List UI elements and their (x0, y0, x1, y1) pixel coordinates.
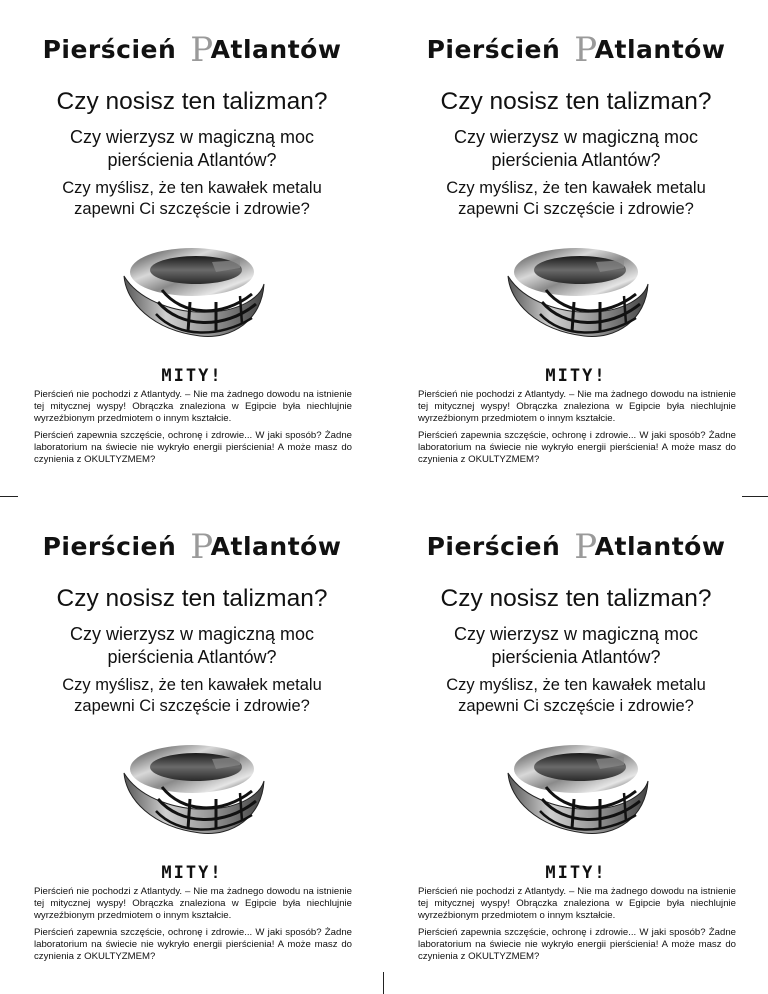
myth-paragraph-protection: Pierścień zapewnia szczęście, ochronę i zdrowie... W jaki sposób? Żadne laboratorium na świecie nie wykryło energii pierścienia! A może masz do czynienia z OKULTYZMEM? (34, 927, 352, 963)
flyer-title (0, 30, 384, 70)
flyer-title (0, 527, 384, 567)
question-talisman: Czy nosisz ten talizman? (440, 88, 712, 115)
title-part1: Pierścień (426, 532, 561, 561)
title-part2: Atlantów (210, 35, 342, 64)
myth-paragraph-origin: Pierścień nie pochodzi z Atlantydy. – Nie ma żadnego dowodu na istnienie tej mitycznej wyspy! Obrączka znaleziona w Egipcie była niechlujnie wyrzeźbionym przedmiotem o innym kształcie. (34, 389, 352, 425)
myth-paragraph-origin: Pierścień nie pochodzi z Atlantydy. – Nie ma żadnego dowodu na istnienie tej mitycznej wyspy! Obrączka znaleziona w Egipcie była niechlujnie wyrzeźbionym przedmiotem o innym kształcie. (34, 886, 352, 922)
title-big-letter: P (574, 527, 598, 567)
cut-mark-right (742, 496, 768, 497)
question-magic-power: Czy wierzysz w magiczną moc pierścienia Atlantów? (453, 127, 699, 170)
flyer-title (384, 527, 768, 567)
cut-mark-left (0, 496, 18, 497)
myths-heading: MITY! (161, 366, 223, 386)
title-part2: Atlantów (594, 532, 726, 561)
myth-paragraph-protection: Pierścień zapewnia szczęście, ochronę i zdrowie... W jaki sposób? Żadne laboratorium na świecie nie wykryło energii pierścienia! A może masz do czynienia z OKULTYZMEM? (418, 927, 736, 963)
title-part1: Pierścień (426, 35, 561, 64)
myth-paragraph-protection: Pierścień zapewnia szczęście, ochronę i zdrowie... W jaki sposób? Żadne laboratorium na świecie nie wykryło energii pierścienia! A może masz do czynienia z OKULTYZMEM? (34, 430, 352, 466)
myths-heading: MITY! (545, 366, 607, 386)
title-part1: Pierścień (42, 35, 177, 64)
question-talisman: Czy nosisz ten talizman? (56, 585, 328, 612)
flyer-top-right (384, 0, 768, 497)
title-part2: Atlantów (210, 532, 342, 561)
ring-image (112, 232, 272, 344)
question-magic-power: Czy wierzysz w magiczną moc pierścienia Atlantów? (69, 624, 315, 667)
flyer-bottom-left (0, 497, 384, 994)
ring-image (112, 729, 272, 841)
question-luck-health: Czy myślisz, że ten kawałek metalu zapewni Ci szczęście i zdrowie? (62, 676, 322, 715)
myth-paragraph-protection: Pierścień zapewnia szczęście, ochronę i zdrowie... W jaki sposób? Żadne laboratorium na świecie nie wykryło energii pierścienia! A może masz do czynienia z OKULTYZMEM? (418, 430, 736, 466)
flyer-title (384, 30, 768, 70)
cut-mark-bottom (383, 972, 384, 994)
question-talisman: Czy nosisz ten talizman? (56, 88, 328, 115)
question-magic-power: Czy wierzysz w magiczną moc pierścienia Atlantów? (453, 624, 699, 667)
title-big-letter: P (190, 527, 214, 567)
title-part1: Pierścień (42, 532, 177, 561)
flyer-bottom-right (384, 497, 768, 994)
ring-image (496, 232, 656, 344)
myths-heading: MITY! (545, 863, 607, 883)
title-big-letter: P (190, 30, 214, 70)
flyer-top-left (0, 0, 384, 497)
myth-paragraph-origin: Pierścień nie pochodzi z Atlantydy. – Nie ma żadnego dowodu na istnienie tej mitycznej wyspy! Obrączka znaleziona w Egipcie była niechlujnie wyrzeźbionym przedmiotem o innym kształcie. (418, 886, 736, 922)
question-luck-health: Czy myślisz, że ten kawałek metalu zapewni Ci szczęście i zdrowie? (446, 179, 706, 218)
myth-paragraph-origin: Pierścień nie pochodzi z Atlantydy. – Nie ma żadnego dowodu na istnienie tej mitycznej wyspy! Obrączka znaleziona w Egipcie była niechlujnie wyrzeźbionym przedmiotem o innym kształcie. (418, 389, 736, 425)
question-talisman: Czy nosisz ten talizman? (440, 585, 712, 612)
ring-image (496, 729, 656, 841)
question-magic-power: Czy wierzysz w magiczną moc pierścienia Atlantów? (69, 127, 315, 170)
title-part2: Atlantów (594, 35, 726, 64)
question-luck-health: Czy myślisz, że ten kawałek metalu zapewni Ci szczęście i zdrowie? (62, 179, 322, 218)
myths-heading: MITY! (161, 863, 223, 883)
question-luck-health: Czy myślisz, że ten kawałek metalu zapewni Ci szczęście i zdrowie? (446, 676, 706, 715)
title-big-letter: P (574, 30, 598, 70)
